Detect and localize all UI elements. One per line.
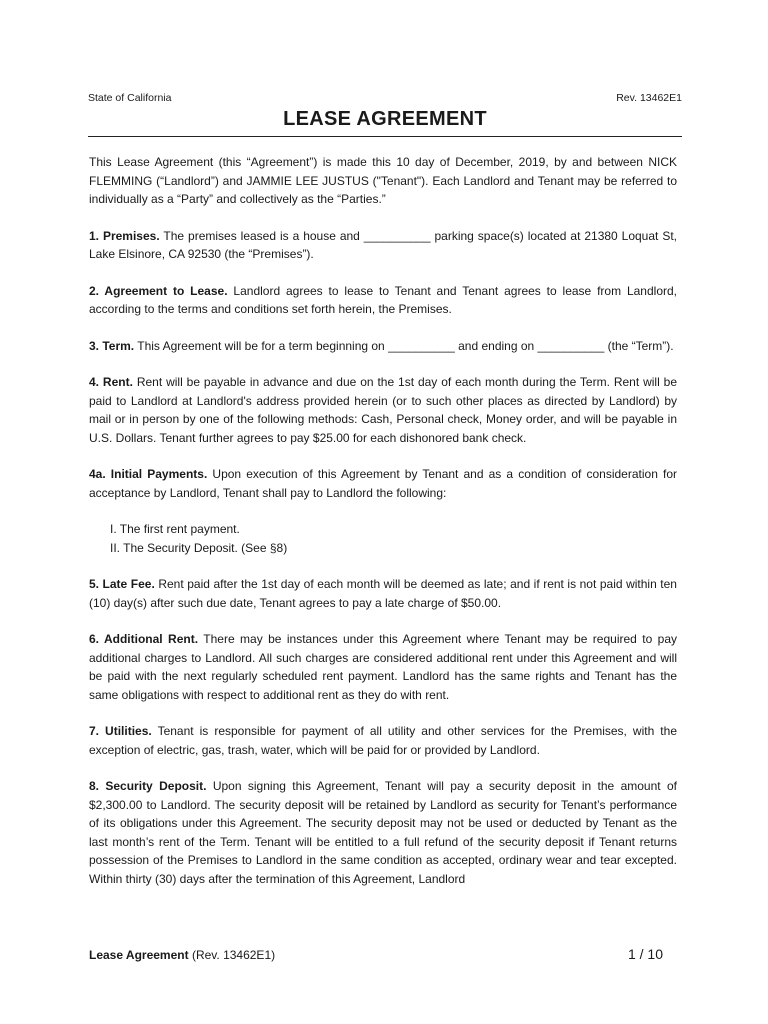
- section-rent: [89, 373, 677, 447]
- section-text: Upon signing this Agreement, Tenant will pay a security deposit in the amount of $2,300.00 to Landlord. The security deposit will be retained by Landlord as security for Tenant’s performance of its obligations under this Agreement. The security deposit may not be used or deducted by Tenant as the last month’s rent of the Term. Tenant will be entitled to a full refund of the security deposit if Tenant returns possession of the Premises to Landlord in the same condition as accepted, ordinary wear and tear excepted. Within thirty (30) days after the termination of this Agreement, Landlord: [89, 779, 677, 886]
- list-item: II. The Security Deposit. (See §8): [110, 540, 288, 555]
- section-term: [89, 337, 677, 356]
- section-heading: 8. Security Deposit.: [89, 779, 207, 793]
- section-text: Rent paid after the 1st day of each month will be deemed as late; and if rent is not paid within ten (10) day(s) after such due date, Tenant agrees to pay a late charge of $50.00.: [89, 577, 677, 610]
- list-item: I. The first rent payment.: [110, 522, 240, 536]
- section-text: Upon execution of this Agreement by Tenant and as a condition of consideration for acceptance by Landlord, Tenant shall pay to Landlord the following:: [89, 467, 677, 500]
- section-text: The premises leased is a house and __________ parking space(s) located at 21380 Loquat St, Lake Elsinore, CA 92530 (the “Premises”).: [89, 228, 677, 261]
- section-premises: [89, 227, 677, 264]
- section-heading: 3. Term.: [89, 338, 135, 353]
- page-header: [88, 92, 682, 106]
- section-heading: 4a. Initial Payments.: [89, 467, 208, 481]
- section-text: This Agreement will be for a term beginning on __________ and ending on __________ (the “Term”).: [137, 338, 674, 353]
- initial-payments-list: [110, 520, 677, 557]
- section-heading: 1. Premises.: [89, 228, 160, 243]
- section-text: Landlord agrees to lease to Tenant and Tenant agrees to lease from Landlord, according to the terms and conditions set forth herein, the Premises.: [89, 283, 677, 316]
- section-text: Rent will be payable in advance and due on the 1st day of each month during the Term. Rent will be paid to Landlord at Landlord's address provided herein (or to such other places as directed by Landlord) by mail or in person by one of the following methods: Cash, Personal check, Money order, and will be payable in U.S. Dollars. Tenant further agrees to pay $25.00 for each dishonored bank check.: [89, 375, 677, 445]
- section-text: Tenant is responsible for payment of all utility and other services for the Premises, with the exception of electric, gas, trash, water, which will be paid for or provided by Landlord.: [89, 724, 677, 757]
- section-heading: 5. Late Fee.: [89, 577, 155, 591]
- section-security-deposit: [89, 777, 677, 888]
- section-heading: 4. Rent.: [89, 375, 133, 389]
- title-divider: [88, 136, 682, 137]
- section-initial-payments: [89, 465, 677, 502]
- section-heading: 2. Agreement to Lease.: [89, 283, 228, 298]
- section-late-fee: [89, 575, 677, 612]
- intro-paragraph: This Lease Agreement (this “Agreement”) is made this 10 day of December, 2019, by and between NICK FLEMMING (“Landlord”) and JAMMIE LEE JUSTUS ("Tenant"). Each Landlord and Tenant may be referred to individually as a “Party” and collectively as the “Parties.”: [89, 155, 677, 206]
- page-number: 1 / 10: [627, 946, 663, 962]
- section-heading: 6. Additional Rent.: [89, 632, 199, 646]
- section-additional-rent: [89, 630, 677, 704]
- document-title: LEASE AGREEMENT: [283, 108, 487, 130]
- state-label: State of California: [88, 92, 172, 104]
- footer-doc-rev: (Rev. 13462E1): [191, 948, 276, 962]
- section-text: There may be instances under this Agreement where Tenant may be required to pay additional charges to Landlord. All such charges are considered additional rent under this Agreement and will be paid with the next regularly scheduled rent payment. Landlord has the same rights and Tenant has the same obligations with respect to additional rent as they do with rent.: [89, 632, 678, 702]
- footer-doc-name: Lease Agreement: [89, 948, 189, 962]
- section-utilities: [89, 722, 677, 759]
- revision-label: Rev. 13462E1: [616, 92, 682, 104]
- document-body: [89, 153, 677, 906]
- footer-doc-label: [89, 948, 275, 962]
- section-heading: 7. Utilities.: [89, 724, 152, 738]
- section-agreement-to-lease: [89, 282, 677, 319]
